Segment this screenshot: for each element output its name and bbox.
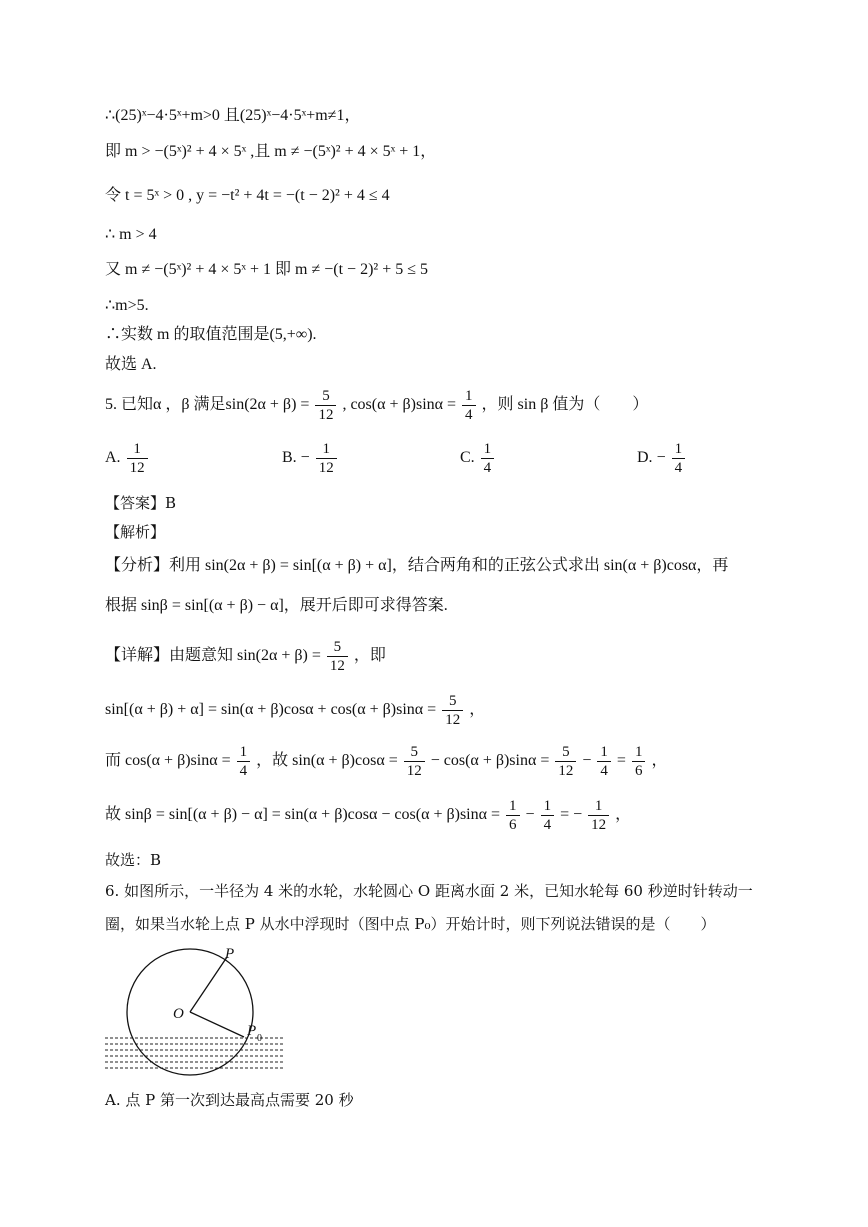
equation-text: ， [469,701,486,719]
equation-text: ， [615,806,632,824]
option-label: B. [282,449,297,467]
label-o: O [173,1006,184,1022]
equation-text: − [582,752,592,770]
fraction-denominator: 4 [674,460,683,476]
text-line: 又 m ≠ −(5ˣ)² + 4 × 5ˣ + 1 即 m ≠ −(t − 2)² + 5 ≤ 5 [105,261,429,278]
fraction [237,743,251,780]
fraction-numerator: 1 [506,797,520,816]
question-6-stem: 6. 如图所示，一半径为 4 米的水轮，水轮圆心 O 距离水面 2 米，已知水轮每 60 秒逆时针转动一 [105,882,753,900]
fraction [506,797,520,834]
fraction-denominator: 12 [129,460,145,476]
option-c [460,440,496,477]
fraction-numerator: 1 [541,797,555,816]
option-b [282,440,339,477]
fraction-denominator: 12 [318,460,334,476]
fraction-denominator: 4 [465,407,473,423]
choose-line: 故选：B [105,851,162,869]
fraction [555,743,576,780]
equation-text: = − [560,806,583,824]
analysis-line: 根据 sinβ = sin[(α + β) − α]，展开后即可求得答案. [105,597,448,614]
question-5-stem [105,387,648,424]
fraction-numerator: 1 [481,440,495,459]
option-label: D. [637,449,653,467]
fraction-numerator: 1 [597,743,611,762]
analysis-heading: 【解析】 [105,523,166,541]
fraction-numerator: 1 [588,797,609,816]
equation-text: 故 sinβ = sin[(α + β) − α] = sin(α + β)cosα − cos(α + β)sinα = [105,806,501,824]
fraction-numerator: 1 [462,387,476,406]
fraction [404,743,425,780]
equation-text: − cos(α + β)sinα = [430,752,550,770]
text-line: 故选 A. [105,356,157,373]
detail-text: ，即 [353,647,386,665]
analysis-line: 【分析】利用 sin(2α + β) = sin[(α + β) + α]，结合两角和的正弦公式求出 sin(α + β)cosα，再 [105,557,729,574]
fraction-denominator: 12 [445,712,461,728]
fraction-denominator: 4 [239,763,248,779]
fraction [597,743,611,780]
fraction-denominator: 12 [329,658,345,674]
equation-line [105,743,667,780]
detail-text: 【详解】由题意知 sin(2α + β) = [105,647,321,665]
text-line: 令 t = 5ˣ > 0 , y = −t² + 4t = −(t − 2)² + 4 ≤ 4 [105,187,390,204]
fraction-denominator: 12 [558,763,574,779]
stem-text: 5. 已知α ，β 满足sin(2α + β) = [105,396,310,414]
fraction-denominator: 6 [634,763,643,779]
option-sign: − [656,449,666,467]
option-label: C. [460,449,475,467]
fraction [632,743,646,780]
fraction [481,440,495,477]
fraction [462,387,476,424]
equation-text: = [616,752,626,770]
fraction-denominator: 4 [600,763,608,779]
text-line: ∴ m > 4 [105,226,157,243]
answer-line: 【答案】B [105,494,177,512]
text-line: ∴(25)ˣ−4·5ˣ+m>0 且(25)ˣ−4·5ˣ+m≠1， [105,107,361,124]
fraction [588,797,609,834]
stem-text: , cos(α + β)sinα = [342,396,457,414]
stem-text: ，则 sin β 值为（ ） [481,396,649,414]
question-6-stem: 圈，如果当水轮上点 P 从水中浮现时（图中点 P₀）开始计时，则下列说法错误的是（ ） [105,915,716,933]
option-sign: − [300,449,310,467]
equation-line [105,797,631,834]
text-line: 即 m > −(5ˣ)² + 4 × 5ˣ ,且 m ≠ −(5ˣ)² + 4 × 5ˣ + 1， [105,143,437,160]
fraction-numerator: 1 [632,743,646,762]
fraction-numerator: 1 [316,440,337,459]
fraction-numerator: 1 [672,440,686,459]
radius-op [190,957,227,1012]
text-line: ∴m>5. [105,297,149,314]
fraction [442,692,463,729]
option-a [105,440,150,477]
fraction-numerator: 5 [404,743,425,762]
label-p: P [225,946,235,962]
fraction [316,440,337,477]
equation-text: 而 cos(α + β)sinα = [105,752,231,770]
option-d [637,440,687,477]
fraction-numerator: 5 [555,743,576,762]
fraction [672,440,686,477]
fraction [541,797,555,834]
equation-text: − [525,806,535,824]
fraction [127,440,148,477]
fraction [315,387,336,424]
fraction-denominator: 12 [406,763,422,779]
equation-text: ，故 sin(α + β)cosα = [256,752,398,770]
detail-line [105,638,386,675]
text-line: ∴实数 m 的取值范围是(5,+∞). [105,326,317,343]
fraction-numerator: 1 [237,743,251,762]
fraction [327,638,348,675]
option-label: A. [105,449,121,467]
fraction-numerator: 5 [327,638,348,657]
fraction-numerator: 5 [315,387,336,406]
fraction-denominator: 4 [483,460,492,476]
radius-op0 [190,1012,244,1037]
label-p0: P [247,1023,257,1039]
fraction-denominator: 6 [509,817,517,833]
question-6-option-a: A. 点 P 第一次到达最高点需要 20 秒 [105,1091,354,1109]
fraction-numerator: 1 [127,440,148,459]
fraction-denominator: 12 [591,817,607,833]
equation-line [105,692,485,729]
equation-text: ， [651,752,668,770]
fraction-numerator: 5 [442,692,463,711]
equation-text: sin[(α + β) + α] = sin(α + β)cosα + cos(α + β)sinα = [105,701,437,719]
water-wheel-diagram [100,940,300,1090]
fraction-denominator: 12 [318,407,334,423]
label-p0-subscript: 0 [257,1033,262,1044]
fraction-denominator: 4 [543,817,552,833]
